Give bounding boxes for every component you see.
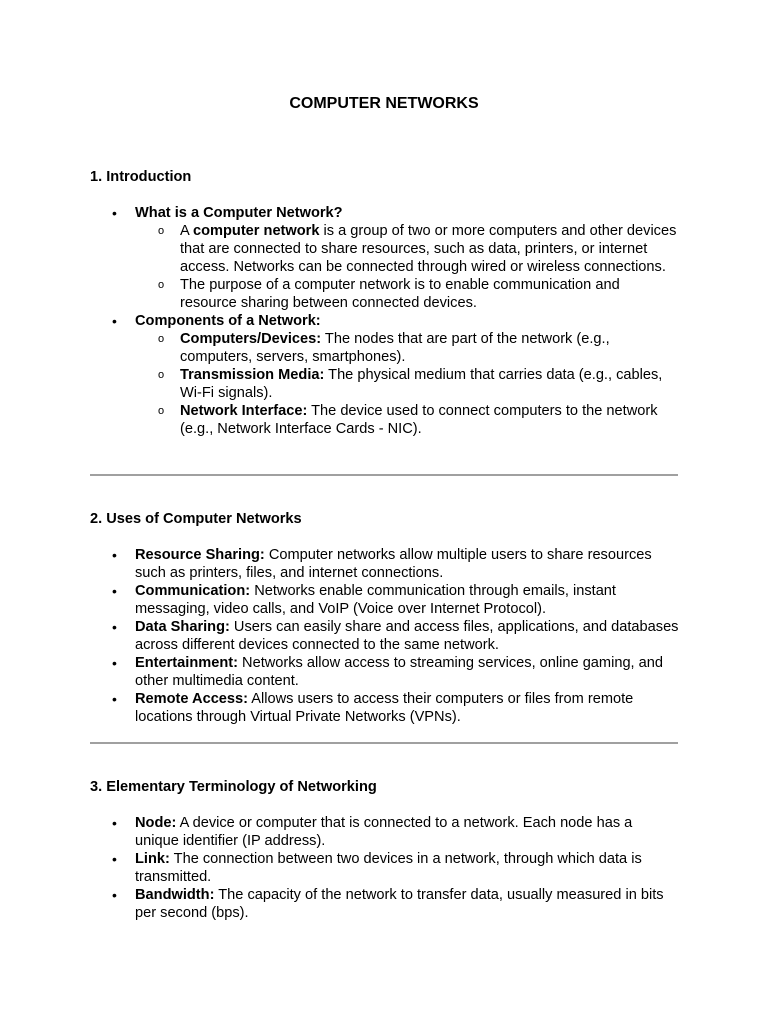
list-item [90,814,680,850]
list-item-label: What is a Computer Network? [135,205,343,221]
list-item-term: Bandwidth: [135,887,215,903]
section-divider [90,742,678,744]
sub-item-text: is a group of two or more computers and other devices that are connected to share resources, such as data, printers, or internet access. Networks can be connected through wired or wireless connections. [180,223,677,275]
sub-item-prefix: A [180,223,193,239]
list-item [90,618,680,654]
section-heading-uses: 2. Uses of Computer Networks [90,511,302,527]
list-item-term: Node: [135,815,177,831]
list-item-text: Networks allow access to streaming services, online gaming, and other multimedia content. [135,655,664,689]
sub-list [135,222,680,312]
list-item-label: Components of a Network: [135,313,321,329]
section-divider [90,474,678,476]
sub-list-item [135,222,680,276]
sub-item-text: The physical medium that carries data (e.g., cables, Wi-Fi signals). [180,367,663,401]
list-item-text: Allows users to access their computers or files from remote locations through Virtual Private Networks (VPNs). [135,691,634,725]
sub-item-text: The purpose of a computer network is to enable communication and resource sharing between connected devices. [180,277,620,311]
document-title: COMPUTER NETWORKS [289,95,479,112]
sub-list-item [135,276,680,312]
sub-list-item [135,330,680,366]
uses-list [90,546,680,726]
list-item-term: Resource Sharing: [135,547,265,563]
sub-list-item [135,366,680,402]
list-item [90,850,680,886]
list-item [90,654,680,690]
list-item [90,886,680,922]
list-item-text: A device or computer that is connected to a network. Each node has a unique identifier (IP address). [135,815,633,849]
list-item-term: Remote Access: [135,691,249,707]
sub-item-term: Transmission Media: [180,367,325,383]
sub-list [135,330,680,438]
list-item [90,690,680,726]
list-item-text: Computer networks allow multiple users to share resources such as printers, files, and internet connections. [135,547,652,581]
list-item-text: The capacity of the network to transfer data, usually measured in bits per second (bps). [135,887,664,921]
section-heading-terminology: 3. Elementary Terminology of Networking [90,779,377,795]
list-item-term: Entertainment: [135,655,238,671]
sub-item-term: Computers/Devices: [180,331,322,347]
sub-list-item [135,402,680,438]
list-item-text: Networks enable communication through emails, instant messaging, video calls, and VoIP (Voice over Internet Protocol). [135,583,616,617]
list-item-term: Data Sharing: [135,619,230,635]
list-item [90,582,680,618]
list-item-text: The connection between two devices in a network, through which data is transmitted. [135,851,642,885]
list-item-term: Communication: [135,583,251,599]
sub-item-term: Network Interface: [180,403,308,419]
sub-item-text: The nodes that are part of the network (e.g., computers, servers, smartphones). [180,331,610,365]
terminology-list [90,814,680,922]
sub-item-term: computer network [192,223,320,239]
section-heading-introduction: 1. Introduction [90,169,192,185]
list-item [90,312,680,438]
list-item-text: Users can easily share and access files, applications, and databases across different devices connected to the same network. [135,619,679,653]
sub-item-text: The device used to connect computers to the network (e.g., Network Interface Cards - NIC). [180,403,658,437]
list-item-term: Link: [135,851,170,867]
introduction-list [90,204,680,438]
list-item [90,204,680,312]
list-item [90,546,680,582]
